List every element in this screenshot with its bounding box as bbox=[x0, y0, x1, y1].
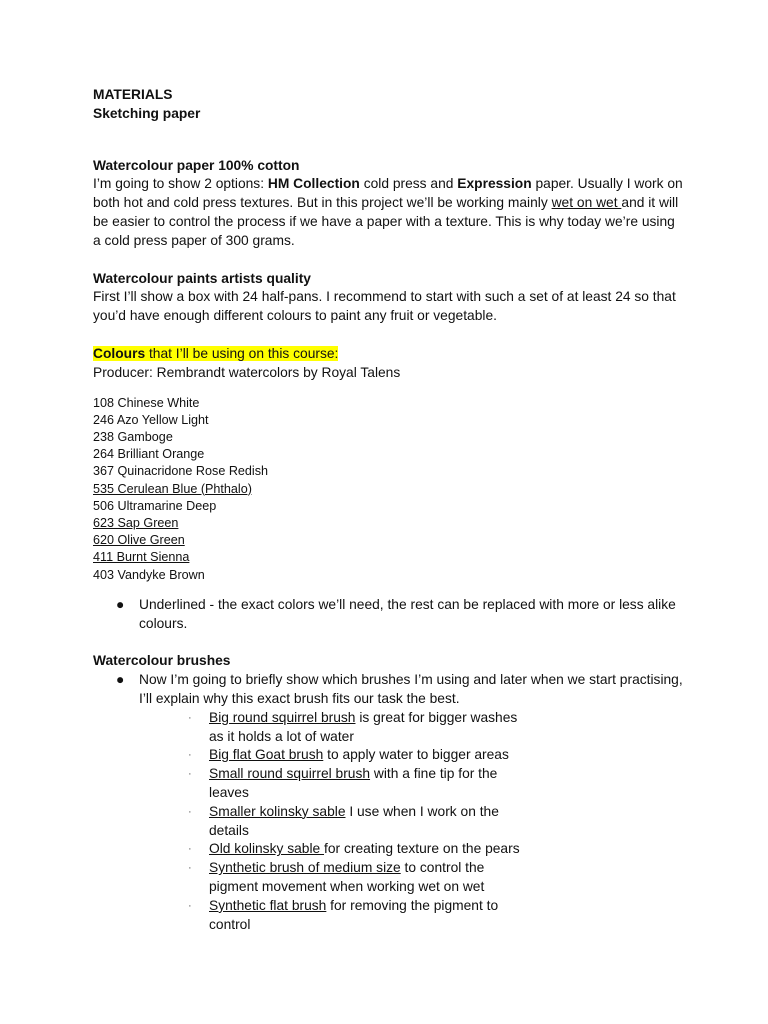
colours-heading: Colours that I’ll be using on this course: bbox=[93, 345, 339, 361]
colour-item: 246 Azo Yellow Light bbox=[93, 412, 209, 427]
bullet-icon: · bbox=[188, 843, 192, 856]
colour-item: 264 Brilliant Orange bbox=[93, 447, 205, 462]
bullet-icon: · bbox=[188, 711, 192, 724]
paper-paragraph: I’m going to show 2 options: HM Collection cold press and Expression paper. Usually I work on both hot and cold press textures. But in this project we’ll be working mainly wet on wet and it will be easier to control the process if we have a paper with a texture. This is why today we’re using a cold press paper of 300 grams. bbox=[93, 176, 683, 248]
brush-name: Old kolinsky sable bbox=[209, 841, 325, 857]
colour-item: 411 Burnt Sienna bbox=[93, 550, 190, 565]
bullet-icon: · bbox=[188, 749, 192, 762]
bullet-icon: · bbox=[188, 899, 192, 912]
sketching-paper-heading: Sketching paper bbox=[93, 105, 201, 121]
materials-heading: MATERIALS bbox=[93, 87, 173, 102]
colour-item: 535 Cerulean Blue (Phthalo) bbox=[93, 481, 252, 496]
colour-list bbox=[93, 395, 683, 584]
brush-description: to apply water to bigger areas bbox=[323, 747, 509, 763]
brush-name: Small round squirrel brush bbox=[209, 766, 371, 782]
brushes-intro: ● Now I’m going to briefly show which brushes I’m using and later when we start practising, I’ll explain why this exact brush fits our task the best. bbox=[116, 672, 683, 706]
brush-item bbox=[93, 859, 529, 897]
brush-name: Synthetic brush of medium size bbox=[209, 860, 401, 876]
brush-item bbox=[93, 746, 529, 765]
expression-text: Expression bbox=[457, 176, 532, 192]
brush-description: to control the pigment movement when working wet on wet bbox=[209, 860, 485, 894]
brush-item bbox=[93, 840, 529, 859]
bullet-icon: · bbox=[188, 768, 192, 781]
brush-name: Big round squirrel brush bbox=[209, 709, 356, 725]
brushes-heading: Watercolour brushes bbox=[93, 653, 231, 669]
hm-collection-text: HM Collection bbox=[267, 176, 360, 192]
brush-description: for removing the pigment to control bbox=[209, 897, 499, 932]
colour-item: 238 Gamboge bbox=[93, 429, 173, 444]
brush-name: Big flat Goat brush bbox=[209, 747, 324, 763]
bullet-icon: · bbox=[188, 862, 192, 875]
producer-line: Producer: Rembrandt watercolors by Royal Talens bbox=[93, 364, 401, 380]
brush-description: I use when I work on the details bbox=[209, 803, 499, 838]
brush-list bbox=[93, 709, 683, 935]
wet-on-wet-link: wet on wet bbox=[551, 195, 622, 211]
colour-item: 108 Chinese White bbox=[93, 395, 200, 410]
bullet-icon: ● bbox=[116, 672, 125, 688]
brush-description: is great for bigger washes as it holds a lot of water bbox=[209, 709, 518, 744]
paper-heading: Watercolour paper 100% cotton bbox=[93, 157, 300, 173]
bullet-icon: ● bbox=[116, 596, 125, 612]
colour-item: 367 Quinacridone Rose Redish bbox=[93, 464, 269, 479]
brush-description: with a fine tip for the leaves bbox=[209, 766, 498, 800]
paints-paragraph: First I’ll show a box with 24 half-pans. I recommend to start with such a set of at least 24 so that you’d have enough different colours to paint any fruit or vegetable. bbox=[93, 289, 676, 324]
brush-description: for creating texture on the pears bbox=[324, 841, 520, 857]
document-page bbox=[93, 86, 683, 934]
colour-item: 403 Vandyke Brown bbox=[93, 567, 205, 582]
brush-item bbox=[93, 709, 529, 747]
paints-heading: Watercolour paints artists quality bbox=[93, 270, 311, 286]
brush-name: Smaller kolinsky sable bbox=[209, 803, 346, 819]
colour-item: 620 Olive Green bbox=[93, 533, 185, 548]
brush-item bbox=[93, 803, 529, 841]
bullet-icon: · bbox=[188, 805, 192, 818]
brush-name: Synthetic flat brush bbox=[209, 897, 327, 913]
colour-note: ● Underlined - the exact colors we’ll need, the rest can be replaced with more or less alike colours. bbox=[116, 596, 676, 631]
colour-item: 506 Ultramarine Deep bbox=[93, 498, 217, 513]
colour-item: 623 Sap Green bbox=[93, 515, 179, 530]
brush-item bbox=[93, 765, 529, 803]
brush-item bbox=[93, 897, 529, 935]
